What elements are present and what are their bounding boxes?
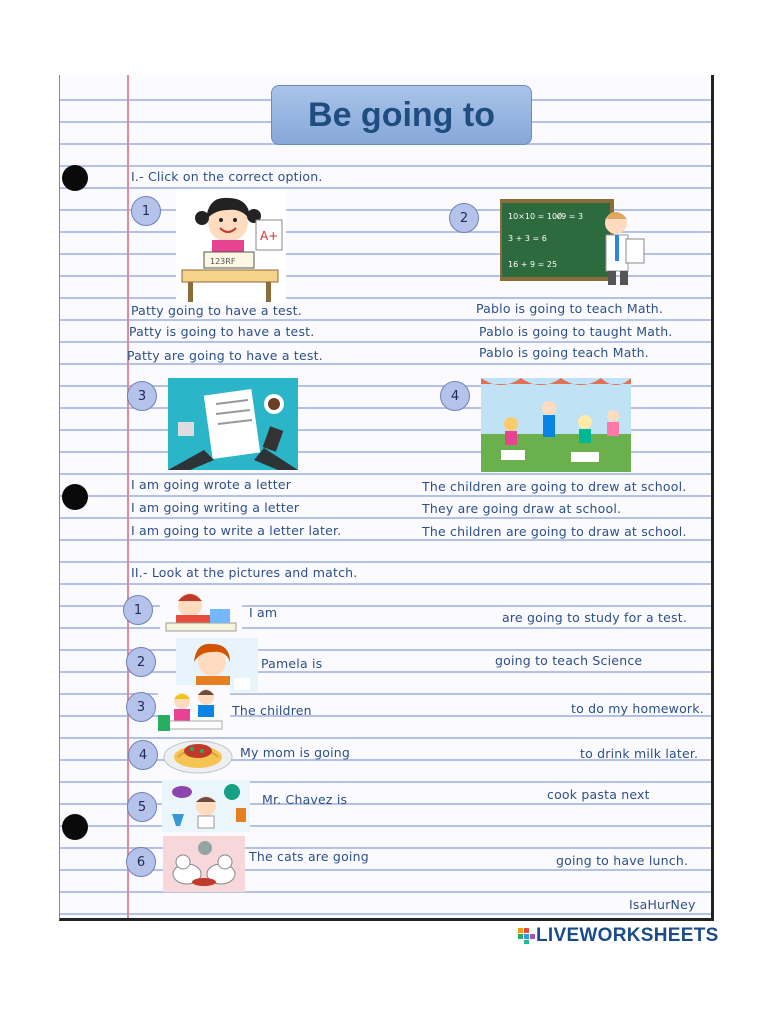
children-homework-picture (158, 685, 230, 735)
board-line-2: √9 = 3 (556, 212, 584, 221)
match-ending-2[interactable]: going to teach Science (495, 653, 643, 668)
section1-instruction: I.- Click on the correct option. (131, 169, 323, 184)
option-1b[interactable]: Patty is going to have a test. (129, 324, 315, 339)
girl-studying-picture (176, 190, 286, 302)
match-subject-3: The children (232, 703, 312, 718)
match-ending-5[interactable]: cook pasta next (547, 787, 650, 802)
science-teacher-picture (162, 780, 250, 832)
match-ending-6[interactable]: going to have lunch. (556, 853, 689, 868)
match-subject-5: Mr. Chavez is (262, 792, 348, 807)
match-number-5: 5 (127, 792, 157, 822)
liveworksheets-logo-text: LIVEWORKSHEETS (536, 925, 719, 946)
option-3a[interactable]: I am going wrote a letter (131, 477, 292, 492)
cats-eating-picture (163, 836, 245, 892)
option-1c[interactable]: Patty are going to have a test. (127, 348, 323, 363)
match-number-6: 6 (126, 847, 156, 877)
title-banner (271, 85, 532, 145)
margin-line (127, 75, 129, 918)
board-line-1: 10×10 = 100 (508, 212, 563, 221)
spaghetti-plate-picture (162, 735, 234, 775)
section2-instruction: II.- Look at the pictures and match. (131, 565, 358, 580)
option-2b[interactable]: Pablo is going to taught Math. (479, 324, 673, 339)
match-number-1: 1 (123, 595, 153, 625)
girl-science-picture (176, 638, 258, 692)
grade-badge-text: A+ (260, 229, 279, 243)
option-4b[interactable]: They are going draw at school. (422, 501, 622, 516)
book-label: 123RF (210, 257, 236, 266)
match-number-4: 4 (128, 740, 158, 770)
match-number-2: 2 (126, 647, 156, 677)
author-signature: IsaHurNey (629, 897, 696, 912)
binder-hole-middle (62, 484, 88, 510)
boy-studying-picture (160, 587, 242, 637)
worksheet-page (59, 75, 714, 921)
board-line-4: 16 + 9 = 25 (508, 260, 558, 269)
option-3c[interactable]: I am going to write a letter later. (131, 523, 342, 538)
item-number-3: 3 (127, 381, 157, 411)
option-2c[interactable]: Pablo is going teach Math. (479, 345, 649, 360)
match-ending-4[interactable]: to drink milk later. (580, 746, 699, 761)
item-number-2: 2 (449, 203, 479, 233)
match-number-3: 3 (126, 692, 156, 722)
option-1a[interactable]: Patty going to have a test. (131, 303, 302, 318)
match-subject-4: My mom is going (240, 745, 351, 760)
match-ending-3[interactable]: to do my homework. (571, 701, 704, 716)
page-title: Be going to (308, 95, 495, 134)
option-3b[interactable]: I am going writing a letter (131, 500, 300, 515)
item-number-1: 1 (131, 196, 161, 226)
option-4a[interactable]: The children are going to drew at school. (422, 479, 687, 494)
liveworksheets-logo-icon (518, 928, 536, 944)
item-number-4: 4 (440, 381, 470, 411)
children-drawing-picture (481, 378, 631, 472)
binder-hole-bottom (62, 814, 88, 840)
match-subject-1: I am (249, 605, 278, 620)
board-line-3: 3 + 3 = 6 (508, 234, 547, 243)
match-subject-6: The cats are going (249, 849, 369, 864)
binder-hole-top (62, 165, 88, 191)
match-subject-2: Pamela is (261, 656, 323, 671)
liveworksheets-logo[interactable] (518, 925, 719, 947)
option-4c[interactable]: The children are going to draw at school. (422, 524, 687, 539)
writing-letter-picture (168, 378, 298, 470)
teacher-math-picture (500, 197, 650, 287)
option-2a[interactable]: Pablo is going to teach Math. (476, 301, 664, 316)
match-ending-1[interactable]: are going to study for a test. (502, 610, 688, 625)
